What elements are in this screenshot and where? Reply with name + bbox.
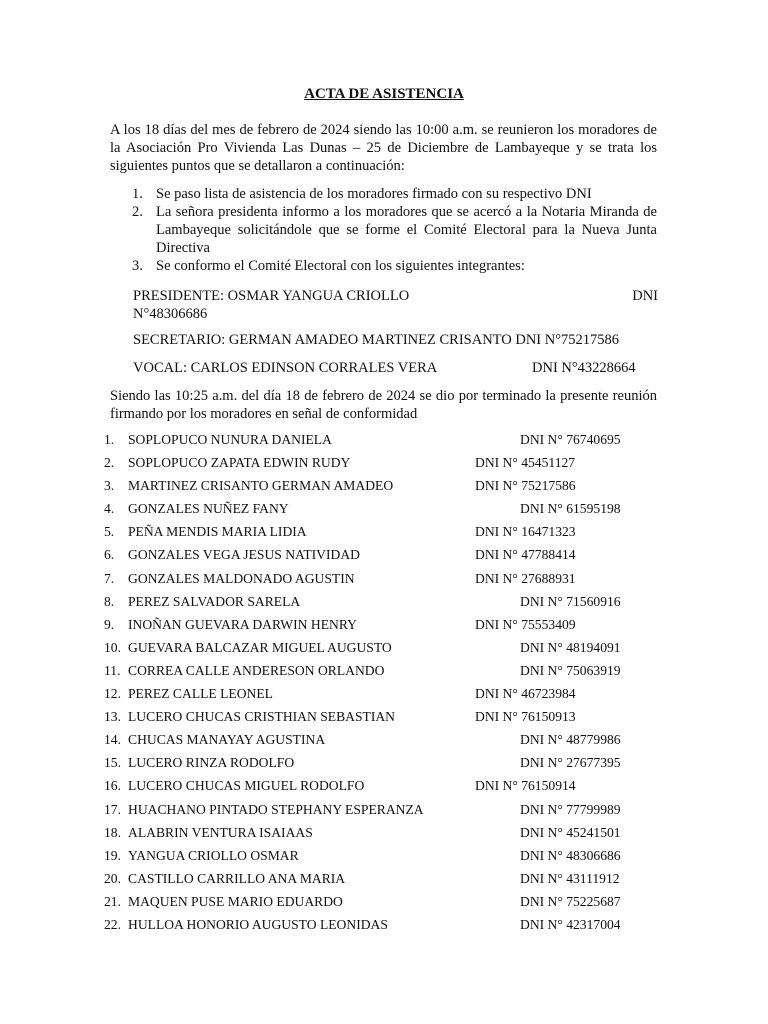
attendee-dni: DNI N° 77799989 [520, 801, 621, 817]
agenda-point-number: 2. [132, 204, 143, 220]
agenda-point-text: Se paso lista de asistencia de los moradores firmado con su respectivo DNI [156, 186, 592, 202]
attendee-number: 10. [104, 639, 121, 655]
attendee-dni: DNI N° 27688931 [475, 570, 576, 586]
closing-paragraph: Siendo las 10:25 a.m. del día 18 de febrero de 2024 se dio por terminado la presente reunión firmando por los moradores en señal de conformidad [110, 388, 657, 422]
attendee-number: 20. [104, 870, 121, 886]
attendee-name: YANGUA CRIOLLO OSMAR [128, 847, 299, 863]
attendee-number: 22. [104, 916, 121, 932]
attendee-name: GUEVARA BALCAZAR MIGUEL AUGUSTO [128, 639, 392, 655]
attendee-name: HULLOA HONORIO AUGUSTO LEONIDAS [128, 916, 388, 932]
attendee-row [104, 731, 664, 754]
attendee-name: SOPLOPUCO NUNURA DANIELA [128, 432, 332, 447]
attendee-number: 6. [104, 547, 115, 563]
attendee-row [104, 431, 664, 454]
attendee-name: PEREZ CALLE LEONEL [128, 686, 273, 702]
attendee-row [104, 546, 664, 569]
agenda-point-number: 3. [132, 258, 143, 274]
attendee-row [104, 523, 664, 546]
attendee-dni: DNI N° 76150914 [475, 778, 576, 794]
agenda-point-text: Se conformo el Comité Electoral con los siguientes integrantes: [156, 258, 525, 274]
attendee-row [104, 454, 664, 477]
attendance-list [104, 431, 664, 939]
vocal-dni: DNI N°43228664 [532, 360, 636, 376]
agenda-point [110, 203, 657, 257]
attendee-name: CASTILLO CARRILLO ANA MARIA [128, 870, 346, 886]
attendee-dni: DNI N° 75553409 [475, 616, 576, 632]
attendee-row [104, 570, 664, 593]
attendee-number: 1. [104, 432, 115, 447]
attendee-dni: DNI N° 48779986 [520, 732, 621, 748]
attendee-dni: DNI N° 48194091 [520, 639, 621, 655]
attendee-number: 13. [104, 709, 121, 725]
attendee-number: 12. [104, 686, 121, 702]
attendee-row [104, 916, 664, 939]
president-dni-label: DNI [632, 288, 658, 304]
attendee-dni: DNI N° 43111912 [520, 870, 620, 886]
attendee-number: 4. [104, 501, 115, 517]
attendee-name: PEÑA MENDIS MARIA LIDIA [128, 524, 307, 540]
document-title: ACTA DE ASISTENCIA [304, 86, 464, 102]
attendee-dni: DNI N° 76150913 [475, 709, 576, 725]
attendee-name: CHUCAS MANAYAY AGUSTINA [128, 732, 326, 748]
agenda-point-text: La señora presidenta informo a los moradores que se acercó a la Notaria Miranda de Lambayeque solicitándole que se forme el Comité Electoral para la Nueva Junta Directiva [156, 204, 657, 256]
attendee-name: LUCERO CHUCAS MIGUEL RODOLFO [128, 778, 365, 794]
attendee-dni: DNI N° 71560916 [520, 593, 621, 609]
attendee-row [104, 662, 664, 685]
attendee-number: 3. [104, 478, 115, 494]
attendee-dni: DNI N° 75217586 [475, 478, 576, 494]
attendee-dni: DNI N° 27677395 [520, 755, 621, 771]
attendee-name: GONZALES NUÑEZ FANY [128, 501, 289, 517]
attendee-number: 2. [104, 455, 115, 471]
intro-paragraph: A los 18 días del mes de febrero de 2024 siendo las 10:00 a.m. se reunieron los moradores de la Asociación Pro Vivienda Las Dunas – 25 de Diciembre de Lambayeque y se trata los siguientes puntos que se detallaron a continuación: [110, 122, 657, 174]
committee-secretary: SECRETARIO: GERMAN AMADEO MARTINEZ CRISANTO DNI N°75217586 [133, 332, 620, 348]
attendee-name: LUCERO CHUCAS CRISTHIAN SEBASTIAN [128, 709, 395, 725]
attendee-name: GONZALES MALDONADO AGUSTIN [128, 570, 355, 586]
committee-vocal [133, 359, 658, 377]
attendee-name: MARTINEZ CRISANTO GERMAN AMADEO [128, 478, 394, 494]
agenda-points-list [110, 185, 657, 275]
president-dni-number: N°48306686 [133, 306, 208, 322]
attendee-number: 14. [104, 732, 121, 748]
attendee-number: 18. [104, 824, 121, 840]
attendee-row [104, 777, 664, 800]
agenda-point [110, 257, 657, 275]
attendee-name: INOÑAN GUEVARA DARWIN HENRY [128, 616, 357, 632]
attendee-number: 5. [104, 524, 115, 540]
attendee-name: SOPLOPUCO ZAPATA EDWIN RUDY [128, 455, 351, 471]
attendee-name: ALABRIN VENTURA ISAIAAS [128, 824, 313, 840]
attendee-number: 19. [104, 847, 121, 863]
committee-president [133, 287, 658, 323]
attendee-name: HUACHANO PINTADO STEPHANY ESPERANZA [128, 801, 424, 817]
attendee-dni: DNI N° 16471323 [475, 524, 576, 540]
attendee-name: PEREZ SALVADOR SARELA [128, 593, 301, 609]
president-label: PRESIDENTE: OSMAR YANGUA CRIOLLO [133, 288, 410, 304]
attendee-row [104, 639, 664, 662]
attendee-row [104, 754, 664, 777]
attendee-number: 8. [104, 593, 115, 609]
attendee-dni: DNI N° 48306686 [520, 847, 621, 863]
attendee-number: 9. [104, 616, 115, 632]
attendee-number: 11. [104, 662, 121, 678]
attendee-dni: DNI N° 45451127 [475, 455, 576, 471]
attendee-row [104, 685, 664, 708]
attendee-number: 16. [104, 778, 121, 794]
attendee-dni: DNI N° 61595198 [520, 501, 621, 517]
attendee-number: 15. [104, 755, 121, 771]
attendee-row [104, 593, 664, 616]
agenda-point-number: 1. [132, 186, 143, 202]
attendee-row [104, 824, 664, 847]
attendee-row [104, 500, 664, 523]
attendee-number: 7. [104, 570, 115, 586]
vocal-label: VOCAL: CARLOS EDINSON CORRALES VERA [133, 360, 438, 376]
attendee-dni: DNI N° 47788414 [475, 547, 576, 563]
attendee-dni: DNI N° 45241501 [520, 824, 621, 840]
attendee-dni: DNI N° 42317004 [520, 916, 621, 932]
attendee-dni: DNI N° 75063919 [520, 662, 621, 678]
attendee-dni: DNI N° 76740695 [520, 432, 621, 447]
attendee-dni: DNI N° 46723984 [475, 686, 576, 702]
attendee-row [104, 616, 664, 639]
attendee-number: 21. [104, 893, 121, 909]
attendee-dni: DNI N° 75225687 [520, 893, 621, 909]
attendee-name: GONZALES VEGA JESUS NATIVIDAD [128, 547, 360, 563]
attendee-name: LUCERO RINZA RODOLFO [128, 755, 295, 771]
attendee-row [104, 708, 664, 731]
attendee-name: MAQUEN PUSE MARIO EDUARDO [128, 893, 343, 909]
attendee-row [104, 801, 664, 824]
attendee-number: 17. [104, 801, 121, 817]
agenda-point [110, 185, 657, 203]
attendee-row [104, 870, 664, 893]
attendee-row [104, 893, 664, 916]
attendee-row [104, 477, 664, 500]
attendee-name: CORREA CALLE ANDERESON ORLANDO [128, 662, 385, 678]
attendee-row [104, 847, 664, 870]
